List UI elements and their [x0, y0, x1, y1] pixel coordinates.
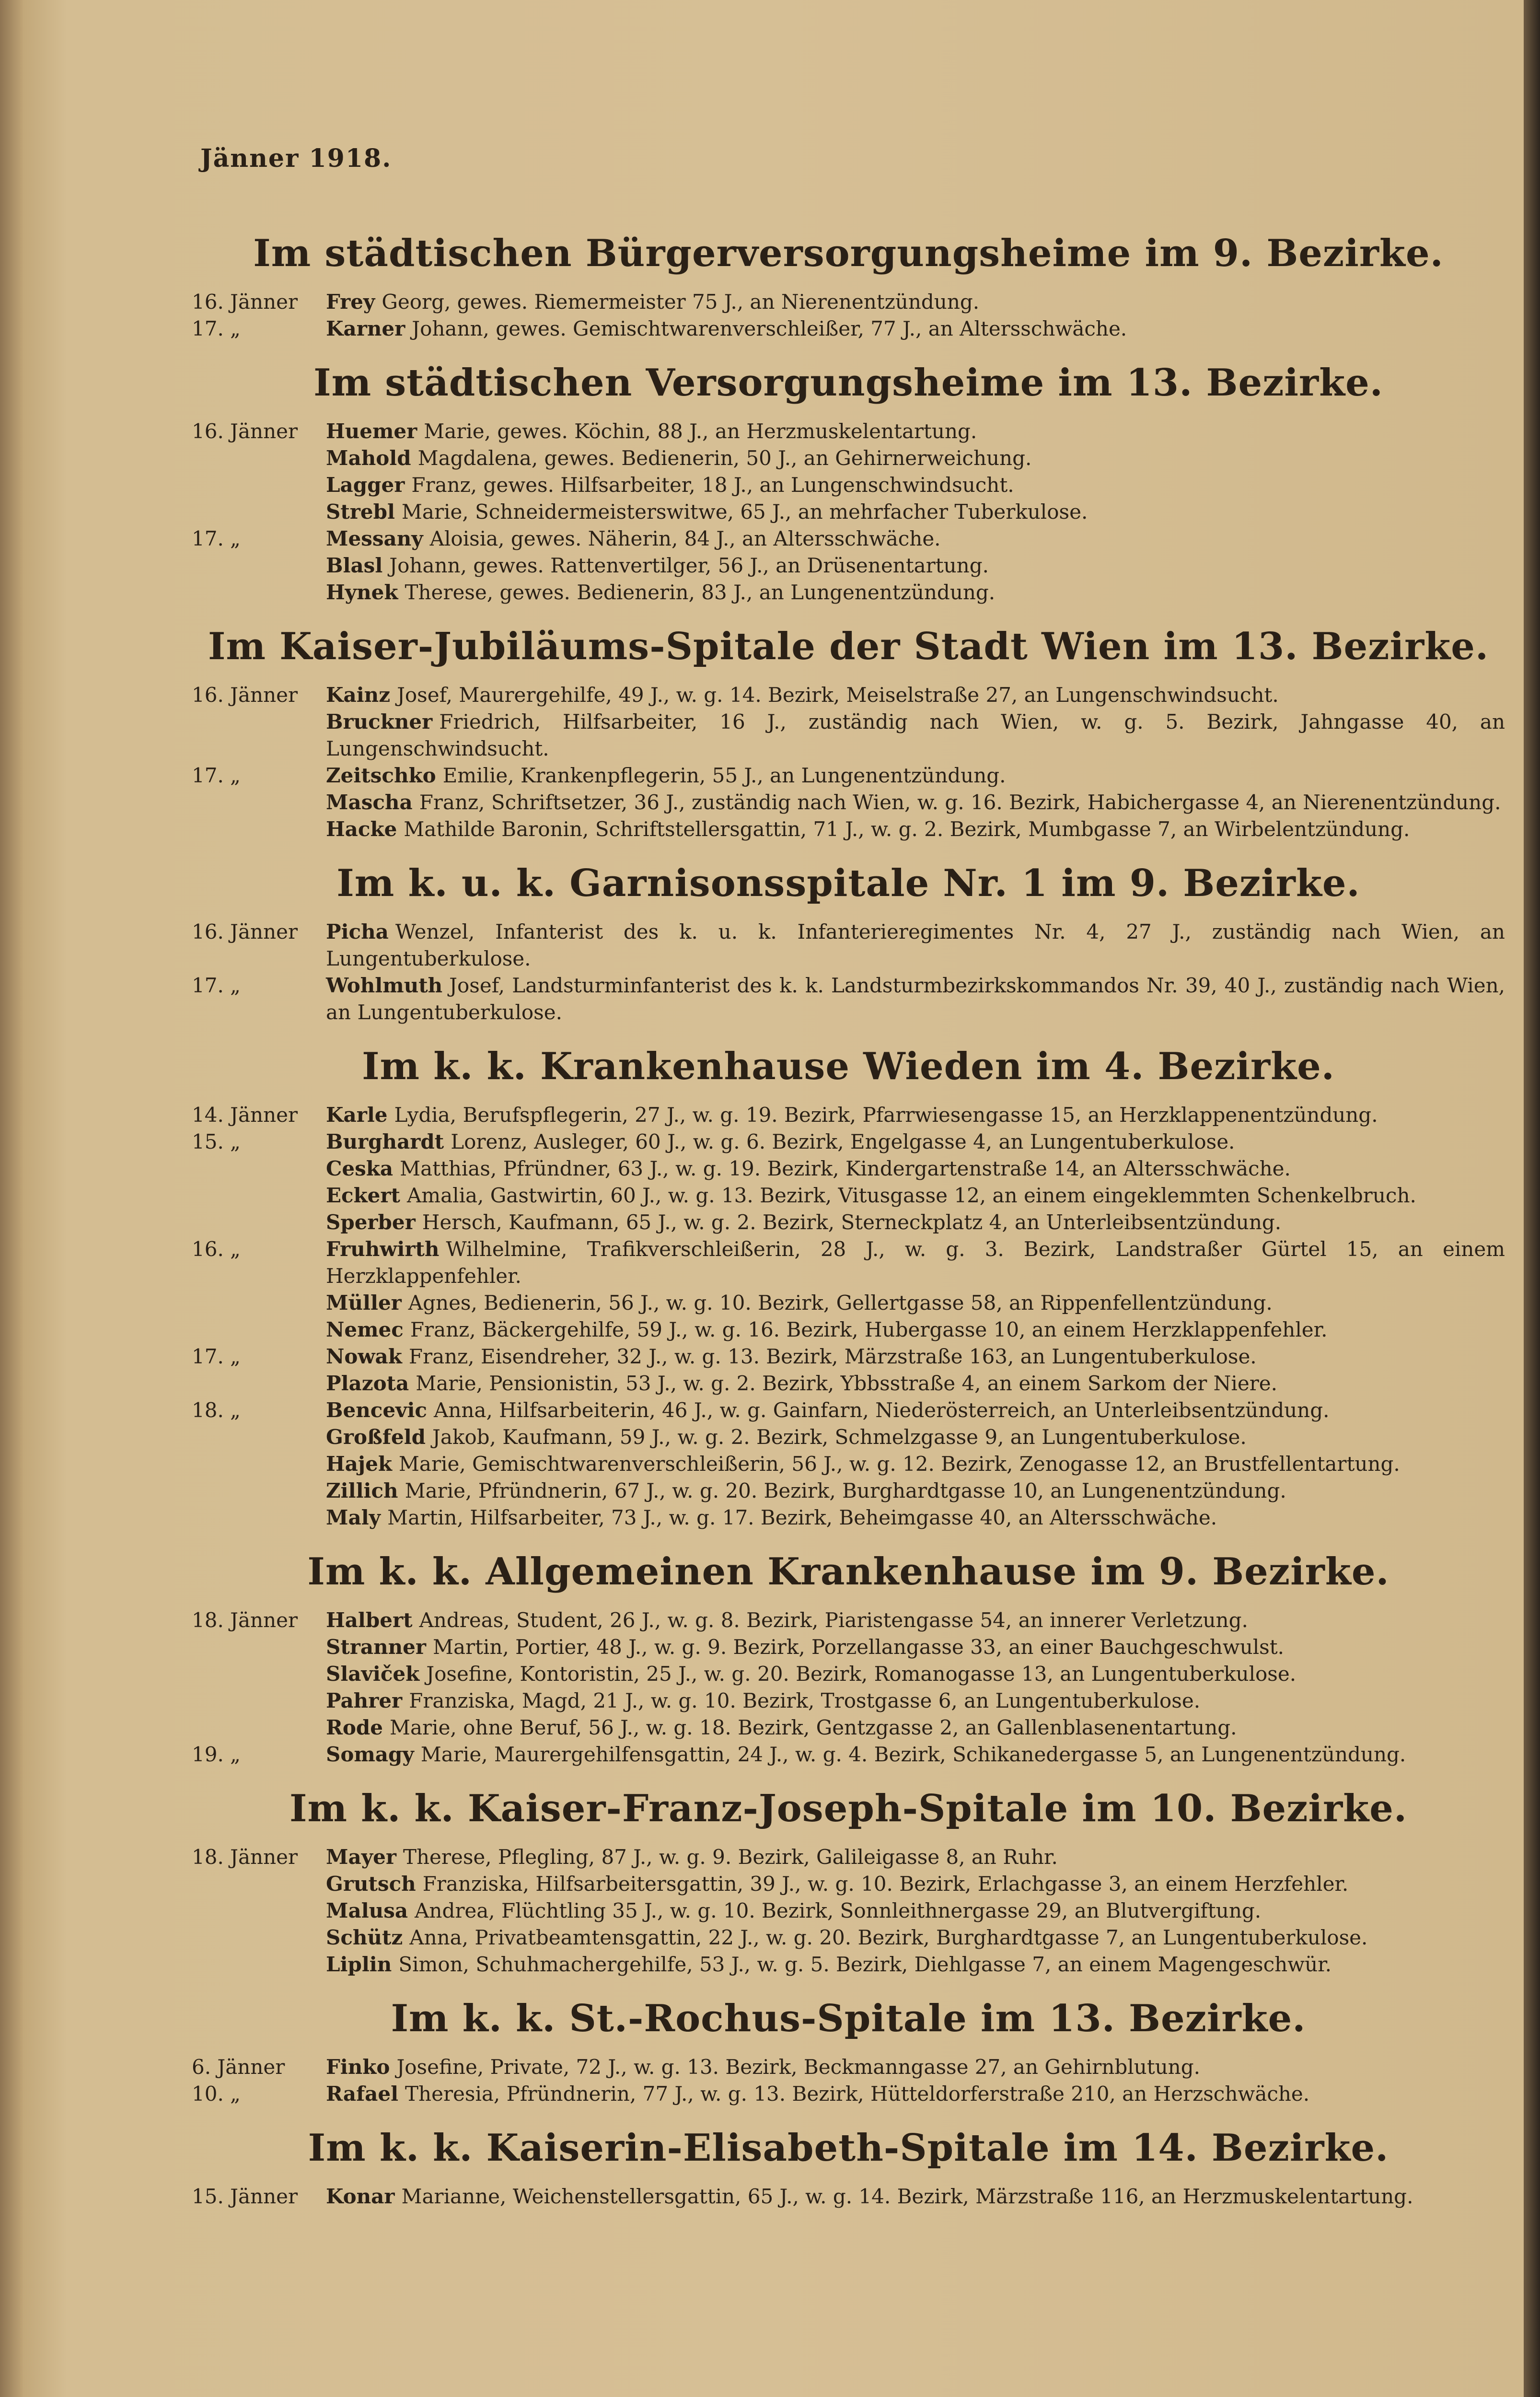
death-entry	[192, 1316, 1505, 1343]
entry-text: Andreas, Student, 26 J., w. g. 8. Bezirk, Piaristengasse 54, an innerer Verletzung.	[419, 1608, 1248, 1632]
entry-date: 16. Jänner	[192, 419, 298, 443]
section-heading: Im k. u. k. Garnisonsspitale Nr. 1 im 9. Bezirke.	[336, 861, 1360, 905]
death-entry	[192, 682, 1505, 709]
running-head: Jänner 1918.	[200, 144, 392, 173]
death-entry	[192, 2054, 1505, 2081]
death-entry	[192, 1182, 1505, 1209]
entry-surname: Mayer	[326, 1845, 396, 1869]
entry-date: 18. Jänner	[192, 1608, 298, 1632]
entry-body	[326, 1634, 1505, 1661]
section	[192, 620, 1505, 843]
entry-text: Hersch, Kaufmann, 65 J., w. g. 2. Bezirk, Sterneckplatz 4, an Unterleibsentzündung.	[422, 1210, 1282, 1234]
death-entry	[192, 1129, 1505, 1155]
entry-date: 10. „	[192, 2082, 241, 2106]
entry-date: 18. Jänner	[192, 1845, 298, 1869]
entry-body	[326, 1102, 1505, 1129]
entry-text: Anna, Hilfsarbeiterin, 46 J., w. g. Gainfarn, Niederösterreich, an Unterleibsentzündung.	[433, 1398, 1330, 1422]
death-entry	[192, 1478, 1505, 1504]
death-entry	[192, 1343, 1505, 1370]
entry-surname: Zillich	[326, 1479, 398, 1502]
death-entry	[192, 1741, 1505, 1768]
entry-text: Johann, gewes. Gemischtwarenverschleißer, 77 J., an Altersschwäche.	[412, 317, 1127, 340]
entry-text: Franziska, Hilfsarbeitersgattin, 39 J., w. g. 10. Bezirk, Erlachgasse 3, an einem Herzfehler.	[422, 1872, 1349, 1896]
section	[192, 1546, 1505, 1768]
section	[192, 1040, 1505, 1531]
entry-surname: Wohlmuth	[326, 974, 443, 997]
entry-surname: Slaviček	[326, 1662, 420, 1686]
entry-body	[326, 682, 1505, 709]
entry-body	[326, 789, 1505, 816]
entry-body	[326, 816, 1505, 843]
entry-text: Georg, gewes. Riemermeister 75 J., an Nierenentzündung.	[382, 290, 980, 314]
entry-surname: Liplin	[326, 1953, 392, 1976]
entry-text: Marianne, Weichenstellersgattin, 65 J., w. g. 14. Bezirk, Märzstraße 116, an Herzmuskelentartung.	[401, 2185, 1413, 2208]
entry-body	[326, 472, 1505, 499]
entry-surname: Maly	[326, 1506, 381, 1529]
death-entry	[192, 1102, 1505, 1129]
entry-text: Magdalena, gewes. Bedienerin, 50 J., an Gehirnerweichung.	[417, 446, 1032, 470]
entry-body	[326, 1687, 1505, 1714]
entry-body	[326, 2081, 1505, 2107]
death-entry	[192, 1687, 1505, 1714]
entry-surname: Frey	[326, 290, 375, 314]
entry-body	[326, 1607, 1505, 1634]
death-entry	[192, 1504, 1505, 1531]
entry-surname: Plazota	[326, 1372, 409, 1395]
section-heading: Im k. k. St.-Rochus-Spitale im 13. Bezirke.	[391, 1997, 1306, 2040]
entry-body	[326, 1741, 1505, 1768]
entry-body	[326, 445, 1505, 472]
death-entry	[192, 445, 1505, 472]
section-heading: Im k. k. Kaiserin-Elisabeth-Spitale im 14. Bezirke.	[308, 2126, 1389, 2170]
section-heading: Im städtischen Versorgungsheime im 13. Bezirke.	[313, 361, 1383, 405]
entry-date: 6. Jänner	[192, 2055, 285, 2079]
death-entry	[192, 1370, 1505, 1397]
entry-date: 17. „	[192, 764, 241, 787]
entry-date: 17. „	[192, 974, 241, 997]
death-entry	[192, 816, 1505, 843]
entry-surname: Finko	[326, 2055, 390, 2079]
death-entry	[192, 1236, 1505, 1290]
entry-text: Franz, Schriftsetzer, 36 J., zuständig nach Wien, w. g. 16. Bezirk, Habichergasse 4, an Nierenentzündung.	[419, 791, 1501, 814]
death-entry	[192, 919, 1505, 972]
entry-text: Josefine, Kontoristin, 25 J., w. g. 20. Bezirk, Romanogasse 13, an Lungentuberkulose.	[426, 1662, 1297, 1686]
entry-text: Matthias, Pfründner, 63 J., w. g. 19. Bezirk, Kindergartenstraße 14, an Altersschwäche.	[400, 1157, 1291, 1180]
entry-text: Simon, Schuhmachergehilfe, 53 J., w. g. 5. Bezirk, Diehlgasse 7, an einem Magengeschwür.	[398, 1953, 1332, 1976]
entry-surname: Pahrer	[326, 1689, 403, 1712]
entry-body	[326, 1714, 1505, 1741]
entry-surname: Lagger	[326, 473, 405, 497]
entry-surname: Großfeld	[326, 1425, 426, 1449]
entry-surname: Bencevic	[326, 1398, 427, 1422]
entry-surname: Mahold	[326, 446, 411, 470]
death-entry	[192, 2183, 1505, 2210]
section-heading: Im k. k. Kaiser-Franz-Joseph-Spitale im 10. Bezirke.	[289, 1787, 1407, 1830]
entry-surname: Karle	[326, 1103, 388, 1127]
entry-text: Marie, gewes. Köchin, 88 J., an Herzmuskelentartung.	[424, 419, 977, 443]
death-entry	[192, 1714, 1505, 1741]
entry-body	[326, 1871, 1505, 1897]
entry-surname: Schütz	[326, 1926, 403, 1949]
entry-body	[326, 1209, 1505, 1236]
entry-surname: Halbert	[326, 1608, 413, 1632]
death-entry	[192, 418, 1505, 445]
entry-body	[326, 499, 1505, 525]
death-entry	[192, 1209, 1505, 1236]
entry-text: Therese, Pflegling, 87 J., w. g. 9. Bezirk, Galileigasse 8, an Ruhr.	[403, 1845, 1058, 1869]
death-entry	[192, 1155, 1505, 1182]
entry-body	[326, 315, 1505, 342]
entry-body	[326, 2183, 1505, 2210]
entry-text: Lorenz, Ausleger, 60 J., w. g. 6. Bezirk, Engelgasse 4, an Lungentuberkulose.	[451, 1130, 1235, 1153]
entry-surname: Karner	[326, 317, 405, 340]
entry-text: Franz, Eisendreher, 32 J., w. g. 13. Bezirk, Märzstraße 163, an Lungentuberkulose.	[408, 1345, 1257, 1368]
entry-text: Franz, Bäckergehilfe, 59 J., w. g. 16. Bezirk, Hubergasse 10, an einem Herzklappenfehler.	[410, 1318, 1328, 1341]
entry-text: Josef, Landsturminfanterist des k. k. Landsturmbezirkskommandos Nr. 39, 40 J., zuständig nach Wien, an Lungentuberkulose.	[326, 974, 1505, 1024]
death-entry	[192, 1897, 1505, 1924]
section	[192, 857, 1505, 1026]
entry-surname: Rode	[326, 1716, 383, 1739]
entry-text: Marie, Maurergehilfensgattin, 24 J., w. g. 4. Bezirk, Schikanedergasse 5, an Lungenentzündung.	[420, 1743, 1406, 1766]
death-entry	[192, 1607, 1505, 1634]
entry-surname: Blasl	[326, 554, 383, 577]
entry-surname: Nowak	[326, 1345, 402, 1368]
death-entry	[192, 1924, 1505, 1951]
entry-date: 16. „	[192, 1237, 241, 1261]
entry-surname: Burghardt	[326, 1130, 444, 1153]
death-entry	[192, 1661, 1505, 1687]
death-entry	[192, 472, 1505, 499]
entry-surname: Huemer	[326, 419, 417, 443]
entry-surname: Kainz	[326, 683, 391, 707]
death-entry	[192, 552, 1505, 579]
entry-body	[326, 1236, 1505, 1290]
death-entry	[192, 499, 1505, 525]
entry-date: 18. „	[192, 1398, 241, 1422]
page-left-edge	[0, 0, 23, 2397]
entry-text: Marie, Pensionistin, 53 J., w. g. 2. Bezirk, Ybbsstraße 4, an einem Sarkom der Niere.	[416, 1372, 1277, 1395]
entry-surname: Somagy	[326, 1743, 414, 1766]
entry-body	[326, 919, 1505, 972]
page-right-edge	[1524, 0, 1540, 2397]
entry-body	[326, 1182, 1505, 1209]
death-entry	[192, 1951, 1505, 1978]
entry-surname: Eckert	[326, 1184, 400, 1207]
entry-body	[326, 525, 1505, 552]
death-entry	[192, 709, 1505, 762]
entry-surname: Fruhwirth	[326, 1237, 440, 1261]
death-entry	[192, 972, 1505, 1026]
entry-text: Marie, Gemischtwarenverschleißerin, 56 J., w. g. 12. Bezirk, Zenogasse 12, an Brustfellentartung.	[398, 1452, 1400, 1476]
entry-date: 17. „	[192, 1345, 241, 1368]
entry-body	[326, 1504, 1505, 1531]
death-entry	[192, 525, 1505, 552]
entry-body	[326, 1951, 1505, 1978]
entry-surname: Picha	[326, 920, 389, 943]
entry-body	[326, 1924, 1505, 1951]
death-entry	[192, 762, 1505, 789]
entry-body	[326, 972, 1505, 1026]
entry-surname: Nemec	[326, 1318, 404, 1341]
entry-body	[326, 1290, 1505, 1316]
entry-surname: Sperber	[326, 1210, 416, 1234]
entry-text: Mathilde Baronin, Schriftstellersgattin, 71 J., w. g. 2. Bezirk, Mumbgasse 7, an Wirbelentzündung.	[404, 817, 1410, 841]
entry-surname: Bruckner	[326, 710, 433, 733]
entry-text: Martin, Portier, 48 J., w. g. 9. Bezirk, Porzellangasse 33, an einer Bauchgeschwulst.	[433, 1635, 1284, 1659]
death-entry	[192, 1634, 1505, 1661]
entry-body	[326, 1424, 1505, 1451]
entry-text: Johann, gewes. Rattenvertilger, 56 J., an Drüsenentartung.	[389, 554, 989, 577]
entry-text: Wilhelmine, Trafikverschleißerin, 28 J., w. g. 3. Bezirk, Landstraßer Gürtel 15, an einem Herzklappenfehler.	[326, 1237, 1505, 1288]
death-entry	[192, 1451, 1505, 1478]
entry-text: Marie, ohne Beruf, 56 J., w. g. 18. Bezirk, Gentzgasse 2, an Gallenblasenentartung.	[390, 1716, 1237, 1739]
entry-body	[326, 1478, 1505, 1504]
entry-date: 16. Jänner	[192, 920, 298, 943]
section-heading: Im k. k. Krankenhause Wieden im 4. Bezirke.	[362, 1045, 1335, 1088]
entry-text: Josef, Maurergehilfe, 49 J., w. g. 14. Bezirk, Meiselstraße 27, an Lungenschwindsucht.	[397, 683, 1279, 707]
entry-body	[326, 1316, 1505, 1343]
section	[192, 357, 1505, 606]
death-entry	[192, 1397, 1505, 1424]
entry-date: 17. „	[192, 317, 241, 340]
entry-surname: Zeitschko	[326, 764, 436, 787]
entry-surname: Strebl	[326, 500, 395, 524]
entry-body	[326, 709, 1505, 762]
entry-date: 14. Jänner	[192, 1103, 298, 1127]
entry-text: Anna, Privatbeamtensgattin, 22 J., w. g. 20. Bezirk, Burghardtgasse 7, an Lungentuberkulose.	[409, 1926, 1368, 1949]
section-heading: Im städtischen Bürgerversorgungsheime im 9. Bezirke.	[253, 232, 1444, 275]
death-entry	[192, 1871, 1505, 1897]
entry-text: Franz, gewes. Hilfsarbeiter, 18 J., an Lungenschwindsucht.	[411, 473, 1014, 497]
entry-text: Andrea, Flüchtling 35 J., w. g. 10. Bezirk, Sonnleithnergasse 29, an Blutvergiftung.	[415, 1899, 1262, 1922]
entry-body	[326, 1370, 1505, 1397]
entry-date: 17. „	[192, 527, 241, 550]
entry-text: Friedrich, Hilfsarbeiter, 16 J., zuständig nach Wien, w. g. 5. Bezirk, Jahngasse 40, an Lungenschwindsucht.	[326, 710, 1505, 760]
entry-text: Theresia, Pfründnerin, 77 J., w. g. 13. Bezirk, Hütteldorferstraße 210, an Herzschwäche.	[405, 2082, 1310, 2106]
entry-date: 16. Jänner	[192, 683, 298, 707]
entry-surname: Hacke	[326, 817, 397, 841]
death-entry	[192, 315, 1505, 342]
death-entry	[192, 789, 1505, 816]
entry-body	[326, 1661, 1505, 1687]
entry-surname: Müller	[326, 1291, 402, 1315]
death-entry	[192, 2081, 1505, 2107]
entry-text: Marie, Schneidermeisterswitwe, 65 J., an mehrfacher Tuberkulose.	[401, 500, 1088, 524]
entry-body	[326, 2054, 1505, 2081]
entry-surname: Hynek	[326, 581, 398, 604]
entry-surname: Stranner	[326, 1635, 426, 1659]
entry-body	[326, 1129, 1505, 1155]
entry-body	[326, 1155, 1505, 1182]
section-heading: Im k. k. Allgemeinen Krankenhause im 9. Bezirke.	[307, 1550, 1389, 1594]
entry-body	[326, 1897, 1505, 1924]
section	[192, 1782, 1505, 1978]
entry-body	[326, 762, 1505, 789]
entry-text: Franziska, Magd, 21 J., w. g. 10. Bezirk, Trostgasse 6, an Lungentuberkulose.	[409, 1689, 1201, 1712]
entry-surname: Hajek	[326, 1452, 392, 1476]
section-heading: Im Kaiser-Jubiläums-Spitale der Stadt Wien im 13. Bezirke.	[208, 625, 1489, 668]
entry-surname: Mascha	[326, 791, 413, 814]
entry-text: Amalia, Gastwirtin, 60 J., w. g. 13. Bezirk, Vitusgasse 12, an einem eingeklemmten Schenkelbruch.	[406, 1184, 1416, 1207]
entry-date: 15. Jänner	[192, 2185, 298, 2208]
entry-body	[326, 418, 1505, 445]
entry-body	[326, 1451, 1505, 1478]
death-entry	[192, 1290, 1505, 1316]
entry-text: Therese, gewes. Bedienerin, 83 J., an Lungenentzündung.	[405, 581, 996, 604]
death-entry	[192, 289, 1505, 315]
entry-body	[326, 1397, 1505, 1424]
entry-surname: Messany	[326, 527, 423, 550]
section	[192, 1992, 1505, 2107]
entry-text: Aloisia, gewes. Näherin, 84 J., an Altersschwäche.	[429, 527, 941, 550]
entry-text: Lydia, Berufspflegerin, 27 J., w. g. 19. Bezirk, Pfarrwiesengasse 15, an Herzklappenentzündung.	[394, 1103, 1378, 1127]
death-entry	[192, 1424, 1505, 1451]
entry-surname: Ceska	[326, 1157, 394, 1180]
entry-text: Josefine, Private, 72 J., w. g. 13. Bezirk, Beckmanngasse 27, an Gehirnblutung.	[396, 2055, 1200, 2079]
section	[192, 227, 1505, 342]
entry-body	[326, 1343, 1505, 1370]
entry-text: Martin, Hilfsarbeiter, 73 J., w. g. 17. Bezirk, Beheimgasse 40, an Altersschwäche.	[387, 1506, 1217, 1529]
entry-date: 16. Jänner	[192, 290, 298, 314]
entry-surname: Rafael	[326, 2082, 399, 2106]
death-entry	[192, 579, 1505, 606]
entry-date: 19. „	[192, 1743, 241, 1766]
entry-surname: Malusa	[326, 1899, 408, 1922]
death-entry	[192, 1844, 1505, 1871]
entry-text: Jakob, Kaufmann, 59 J., w. g. 2. Bezirk, Schmelzgasse 9, an Lungentuberkulose.	[432, 1425, 1247, 1449]
section	[192, 2122, 1505, 2210]
entry-text: Emilie, Krankenpflegerin, 55 J., an Lungenentzündung.	[442, 764, 1006, 787]
entry-surname: Konar	[326, 2185, 395, 2208]
entry-body	[326, 579, 1505, 606]
entry-body	[326, 552, 1505, 579]
entry-text: Agnes, Bedienerin, 56 J., w. g. 10. Bezirk, Gellertgasse 58, an Rippenfellentzündung.	[408, 1291, 1273, 1315]
entry-surname: Grutsch	[326, 1872, 416, 1896]
entry-body	[326, 1844, 1505, 1871]
entry-body	[326, 289, 1505, 315]
content	[192, 221, 1505, 2224]
entry-date: 15. „	[192, 1130, 241, 1153]
entry-text: Wenzel, Infanterist des k. u. k. Infanterieregimentes Nr. 4, 27 J., zuständig nach Wien, an Lungentuberkulose.	[326, 920, 1505, 970]
entry-text: Marie, Pfründnerin, 67 J., w. g. 20. Bezirk, Burghardtgasse 10, an Lungenentzündung.	[405, 1479, 1286, 1502]
